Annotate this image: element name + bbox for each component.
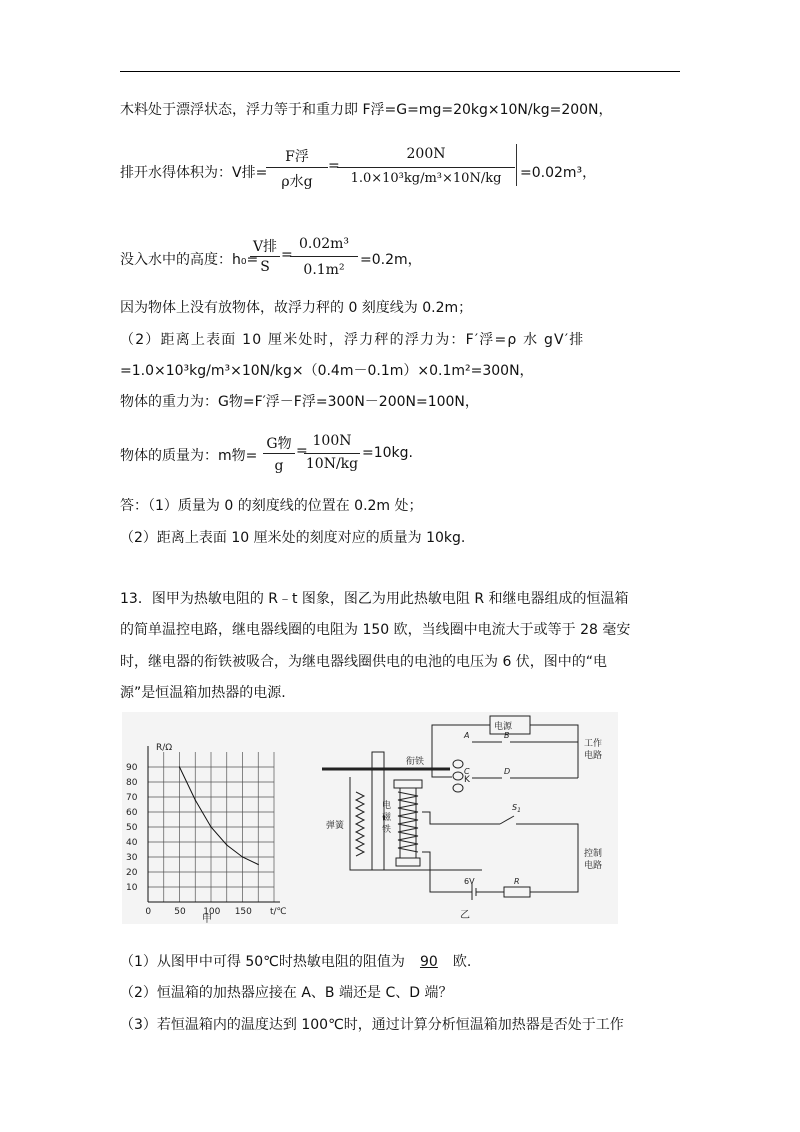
y-tick-label: 80 bbox=[126, 778, 138, 788]
work-circuit-label-2: 电路 bbox=[584, 751, 603, 761]
electromagnet-label-1: 电 bbox=[382, 801, 392, 811]
x-tick-label: 100 bbox=[203, 907, 221, 917]
solution-line-1: 木料处于漂浮状态，浮力等于和重力即 F浮=G=mg=20kg×10N/kg=200N， bbox=[120, 102, 613, 118]
fraction-left-numerator: F浮 bbox=[285, 149, 309, 165]
equals-sign: = bbox=[328, 158, 340, 174]
fraction-bar bbox=[304, 453, 360, 454]
solution-line-8-result: =10kg. bbox=[362, 445, 413, 461]
question-13-line-3: 时，继电器的衔铁被吸合，为继电器线圈供电的电池的电压为 6 伏，图中的“电 bbox=[120, 654, 608, 670]
solution-line-3-prefix: 没入水中的高度：h₀= bbox=[120, 252, 259, 268]
electromagnet-label-3: 铁 bbox=[382, 825, 392, 835]
power-supply-label: 电源 bbox=[494, 722, 513, 732]
terminal-b-label: B bbox=[504, 731, 510, 740]
terminal-c-label: C bbox=[464, 767, 470, 776]
fraction-bar bbox=[250, 256, 280, 257]
fraction-right-denominator: 10N/kg bbox=[305, 456, 359, 472]
fraction-left-denominator: S bbox=[260, 259, 270, 275]
equals-sign: = bbox=[296, 443, 308, 459]
fraction-bar bbox=[337, 167, 515, 168]
fraction-right-numerator: 0.02m³ bbox=[298, 236, 350, 252]
chart-series bbox=[179, 766, 259, 865]
subquestion-2: （2）恒温箱的加热器应接在 A、B 端还是 C、D 端？ bbox=[120, 985, 453, 1001]
control-circuit-label-2: 电路 bbox=[584, 861, 603, 871]
subquestion-1-text: （1）从图甲中可得 50℃时热敏电阻的阻值为 bbox=[120, 954, 405, 970]
solution-line-4: 因为物体上没有放物体，故浮力秤的 0 刻度线为 0.2m； bbox=[120, 300, 473, 316]
y-tick-label: 90 bbox=[126, 763, 138, 773]
question-13-line-1: 13．图甲为热敏电阻的 R﹣t 图象，图乙为用此热敏电阻 R 和继电器组成的恒温箱 bbox=[120, 591, 629, 607]
control-circuit-label-1: 控制 bbox=[584, 849, 603, 859]
subquestion-3: （3）若恒温箱内的温度达到 100℃时，通过计算分析恒温箱加热器是否处于工作 bbox=[120, 1017, 624, 1033]
x-tick-label: 50 bbox=[174, 907, 186, 917]
solution-line-8-prefix: 物体的质量为：m物= bbox=[120, 448, 258, 464]
solution-line-3-result: =0.2m， bbox=[360, 252, 422, 268]
subquestion-1-suffix: 欧. bbox=[452, 954, 472, 970]
solution-line-2-result: =0.02m³， bbox=[520, 165, 597, 181]
fraction-right-denominator: 1.0×10³kg/m³×10N/kg bbox=[350, 171, 502, 186]
fraction-bar bbox=[290, 256, 358, 257]
fraction-left-denominator: g bbox=[274, 458, 284, 474]
y-tick-label: 10 bbox=[126, 883, 138, 893]
figure-yi-circuit bbox=[322, 712, 618, 924]
chart-axes bbox=[148, 746, 280, 902]
fraction-right-numerator: 200N bbox=[406, 146, 446, 162]
fraction-left-numerator: V排 bbox=[252, 239, 278, 255]
terminal-d-label: D bbox=[504, 767, 511, 776]
figure-jia-graph bbox=[122, 712, 302, 924]
question-13-line-4: 源”是恒温箱加热器的电源. bbox=[120, 685, 286, 701]
y-tick-label: 20 bbox=[126, 868, 138, 878]
switch-s1-label: $S_1$ bbox=[512, 803, 521, 814]
resistor-r-label: R bbox=[514, 877, 520, 886]
solution-line-6: =1.0×10³kg/m³×10N/kg×（0.4m－0.1m）×0.1m²=300N， bbox=[120, 363, 534, 379]
question-13-line-2: 的简单温控电路，继电器线圈的电阻为 150 欧，当线圈中电流大于或等于 28 毫安 bbox=[120, 622, 631, 638]
solution-line-2-prefix: 排开水得体积为：V排= bbox=[120, 165, 268, 181]
figure-jia-caption: 甲 bbox=[202, 914, 212, 924]
solution-line-5: （2）距离上表面 10 厘米处时，浮力秤的浮力为：F′浮=ρ 水 gV′排 bbox=[120, 332, 585, 348]
data-point bbox=[226, 844, 227, 845]
data-point bbox=[242, 856, 243, 857]
series-line bbox=[180, 767, 259, 865]
chart-labels bbox=[126, 743, 287, 924]
answer-line-2: （2）距离上表面 10 厘米处的刻度对应的质量为 10kg. bbox=[120, 530, 466, 546]
bracket-line bbox=[516, 144, 517, 186]
subquestion-1 bbox=[120, 952, 471, 972]
y-tick-label: 50 bbox=[126, 823, 138, 833]
solution-line-7: 物体的重力为：G物=F′浮－F浮=300N－200N=100N， bbox=[120, 394, 479, 410]
y-tick-label: 40 bbox=[126, 838, 138, 848]
fraction-left-numerator: G物 bbox=[266, 436, 292, 452]
y-tick-label: 30 bbox=[126, 853, 138, 863]
data-point bbox=[258, 864, 259, 865]
x-tick-label: 0 bbox=[145, 907, 152, 917]
spring-coil bbox=[356, 792, 364, 856]
equals-sign: = bbox=[281, 247, 293, 263]
fraction-right-numerator: 100N bbox=[312, 433, 352, 449]
answer-line-1: 答：（1）质量为 0 的刻度线的位置在 0.2m 处； bbox=[120, 498, 423, 514]
data-point bbox=[210, 826, 211, 827]
fraction-bar bbox=[266, 167, 328, 168]
data-point bbox=[195, 799, 196, 800]
y-axis-label: R/Ω bbox=[156, 743, 173, 753]
x-axis-label: t/℃ bbox=[270, 907, 287, 917]
terminal-a-label: A bbox=[464, 731, 470, 740]
fraction-bar bbox=[263, 453, 295, 454]
data-point bbox=[179, 766, 180, 767]
header-rule bbox=[120, 71, 680, 72]
armature-label: 衔铁 bbox=[406, 757, 425, 767]
spring-label: 弹簧 bbox=[326, 821, 345, 831]
y-tick-label: 70 bbox=[126, 793, 138, 803]
subquestion-1-answer: 90 bbox=[419, 954, 438, 970]
work-circuit-label-1: 工作 bbox=[584, 739, 603, 749]
figure-yi-caption: 乙 bbox=[460, 910, 470, 921]
contact-k-label: K bbox=[464, 775, 470, 785]
electromagnet-label-2: 磁 bbox=[382, 813, 392, 823]
x-tick-label: 150 bbox=[234, 907, 252, 917]
battery-label: 6V bbox=[464, 877, 475, 886]
fraction-left-denominator: ρ水g bbox=[281, 174, 313, 190]
y-tick-label: 60 bbox=[126, 808, 138, 818]
fraction-right-denominator: 0.1m² bbox=[303, 262, 345, 278]
